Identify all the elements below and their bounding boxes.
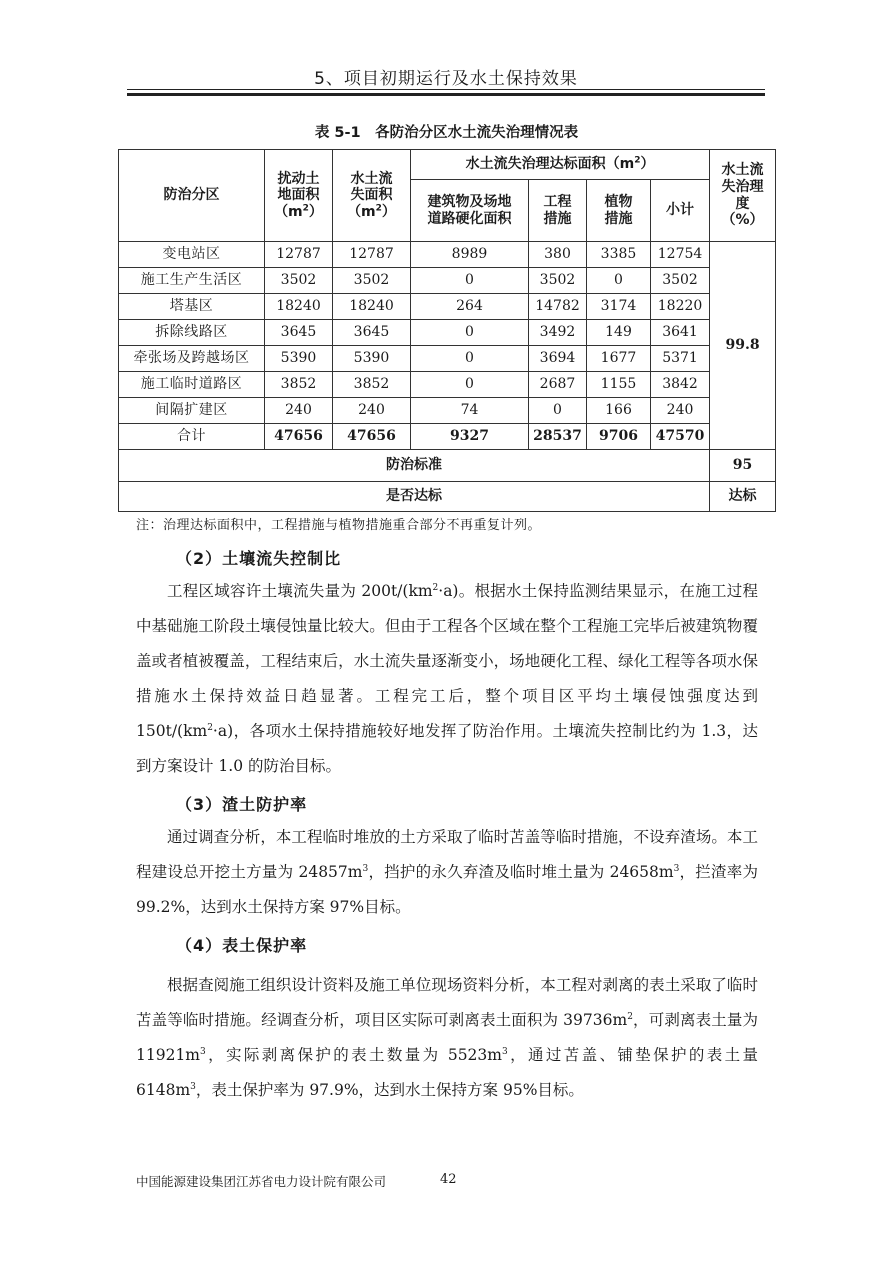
table-cell: 3645 (333, 320, 411, 346)
table-note: 注：治理达标面积中，工程措施与植物措施重合部分不再重复计列。 (136, 518, 542, 533)
table-cell: 18240 (333, 294, 411, 320)
compliance-label: 是否达标 (119, 482, 710, 512)
table-row (119, 294, 776, 320)
table-cell: 3502 (333, 268, 411, 294)
header-engineering-measures: 工程 措施 (529, 180, 587, 242)
header-zone: 防治分区 (119, 150, 265, 242)
header-treated-area-group: 水土流失治理达标面积$(m^2)$ (411, 150, 710, 180)
paragraph-topsoil-protection: 根据查阅施工组织设计资料及施工单位现场资料分析，本工程对剥离的表土采取了临时苫盖等临时措施。经调查分析，项目区实际可剥离表土面积为 $39736m^2$，可剥离表土量为 $11921m^3$，实际剥离保护的表土数量为 $5523m^3$，通过苫盖、铺垫保护的表土量 $6148m^3$，表土保护率为 97.9%，达到水土保持方案 95%目标。 (136, 976, 758, 1099)
control-degree-value: 99.8 (710, 242, 776, 450)
table-cell: 47570 (651, 424, 710, 450)
table-row (119, 242, 776, 268)
table-cell: 0 (529, 398, 587, 424)
header-control-degree: 水土流 失治理 度 （%） (710, 150, 776, 242)
table-cell: 3641 (651, 320, 710, 346)
table-cell: 间隔扩建区 (119, 398, 265, 424)
table-cell: 9327 (411, 424, 529, 450)
section-heading-topsoil-protection: （4）表土保护率 (176, 936, 308, 955)
table-cell: 3852 (265, 372, 333, 398)
header-building-hardening: 建筑物及场地 道路硬化面积 (411, 180, 529, 242)
table-cell: 3385 (587, 242, 651, 268)
header-disturbed-area: 扰动土 地面积 $(m^2)$ (265, 150, 333, 242)
table-cell: 5371 (651, 346, 710, 372)
table-cell: 0 (587, 268, 651, 294)
table-cell: 3852 (333, 372, 411, 398)
table-cell: 5390 (265, 346, 333, 372)
table-cell: 合计 (119, 424, 265, 450)
page-number: 42 (440, 1172, 457, 1187)
header-subtotal: 小计 (651, 180, 710, 242)
table-cell: 240 (651, 398, 710, 424)
table-cell: 149 (587, 320, 651, 346)
table-cell: 380 (529, 242, 587, 268)
table-row (119, 372, 776, 398)
table-cell: 28537 (529, 424, 587, 450)
table-cell: 施工生产生活区 (119, 268, 265, 294)
standard-value: 95 (710, 450, 776, 482)
table-cell: 12754 (651, 242, 710, 268)
table-cell: 3694 (529, 346, 587, 372)
table-cell: 18240 (265, 294, 333, 320)
table-standard-row (119, 450, 776, 482)
table-cell: 2687 (529, 372, 587, 398)
table-cell: 240 (265, 398, 333, 424)
table-compliance-row (119, 482, 776, 512)
table-cell: 3842 (651, 372, 710, 398)
table-cell: 1677 (587, 346, 651, 372)
section-heading-soil-loss-ratio: （2）土壤流失控制比 (176, 549, 342, 568)
table-cell: 变电站区 (119, 242, 265, 268)
table-cell: 74 (411, 398, 529, 424)
table-cell: 0 (411, 346, 529, 372)
table-cell: 0 (411, 268, 529, 294)
table-row (119, 398, 776, 424)
table-cell: 0 (411, 320, 529, 346)
table-cell: 塔基区 (119, 294, 265, 320)
table-row (119, 268, 776, 294)
table-cell: 牵张场及跨越场区 (119, 346, 265, 372)
table-cell: 8989 (411, 242, 529, 268)
table-cell: 3502 (529, 268, 587, 294)
table-row (119, 320, 776, 346)
table-cell: 3174 (587, 294, 651, 320)
table-cell: 166 (587, 398, 651, 424)
header-rule-thick (127, 93, 765, 96)
table-cell: 264 (411, 294, 529, 320)
footer-company: 中国能源建设集团江苏省电力设计院有限公司 (136, 1174, 387, 1189)
table-cell: 3645 (265, 320, 333, 346)
table-cell: 1155 (587, 372, 651, 398)
header-rule-thin (127, 89, 765, 90)
table-cell: 18220 (651, 294, 710, 320)
table-cell: 5390 (333, 346, 411, 372)
table-cell: 3502 (265, 268, 333, 294)
table-cell: 施工临时道路区 (119, 372, 265, 398)
standard-label: 防治标准 (119, 450, 710, 482)
paragraph-soil-loss-ratio: 工程区域容许土壤流失量为 $200t/(km^2\cdot a)$。根据水土保持监测结果显示，在施工过程中基础施工阶段土壤侵蚀量比较大。但由于工程各个区域在整个工程施工完毕后被建筑物覆盖或者植被覆盖，工程结束后，水土流失量逐渐变小，场地硬化工程、绿化工程等各项水保措施水土保持效益日趋显著。工程完工后，整个项目区平均土壤侵蚀强度达到 $150t/(km^2\cdot a)$，各项水土保持措施较好地发挥了防治作用。土壤流失控制比约为 1.3，达到方案设计 1.0 的防治目标。 (136, 582, 758, 775)
table-cell: 3492 (529, 320, 587, 346)
table-cell: 12787 (333, 242, 411, 268)
header-plant-measures: 植物 措施 (587, 180, 651, 242)
table-cell: 拆除线路区 (119, 320, 265, 346)
table-cell: 14782 (529, 294, 587, 320)
page-header-title: 5、项目初期运行及水土保持效果 (314, 69, 578, 89)
table-cell: 0 (411, 372, 529, 398)
table-cell: 9706 (587, 424, 651, 450)
table-cell: 240 (333, 398, 411, 424)
compliance-value: 达标 (710, 482, 776, 512)
table-cell: 47656 (265, 424, 333, 450)
table-cell: 12787 (265, 242, 333, 268)
header-erosion-area: 水土流 失面积 $(m^2)$ (333, 150, 411, 242)
erosion-control-table (118, 149, 776, 512)
table-cell: 3502 (651, 268, 710, 294)
table-total-row (119, 424, 776, 450)
paragraph-spoil-protection: 通过调查分析，本工程临时堆放的土方采取了临时苫盖等临时措施，不设弃渣场。本工程建设总开挖土方量为 $24857m^3$，挡护的永久弃渣及临时堆土量为 $24658m^3$，拦渣率为 99.2%，达到水土保持方案 97%目标。 (136, 828, 758, 916)
table-cell: 47656 (333, 424, 411, 450)
table-caption: 表 5-1 各防治分区水土流失治理情况表 (314, 125, 579, 141)
table-row (119, 346, 776, 372)
section-heading-spoil-protection: （3）渣土防护率 (176, 795, 308, 814)
